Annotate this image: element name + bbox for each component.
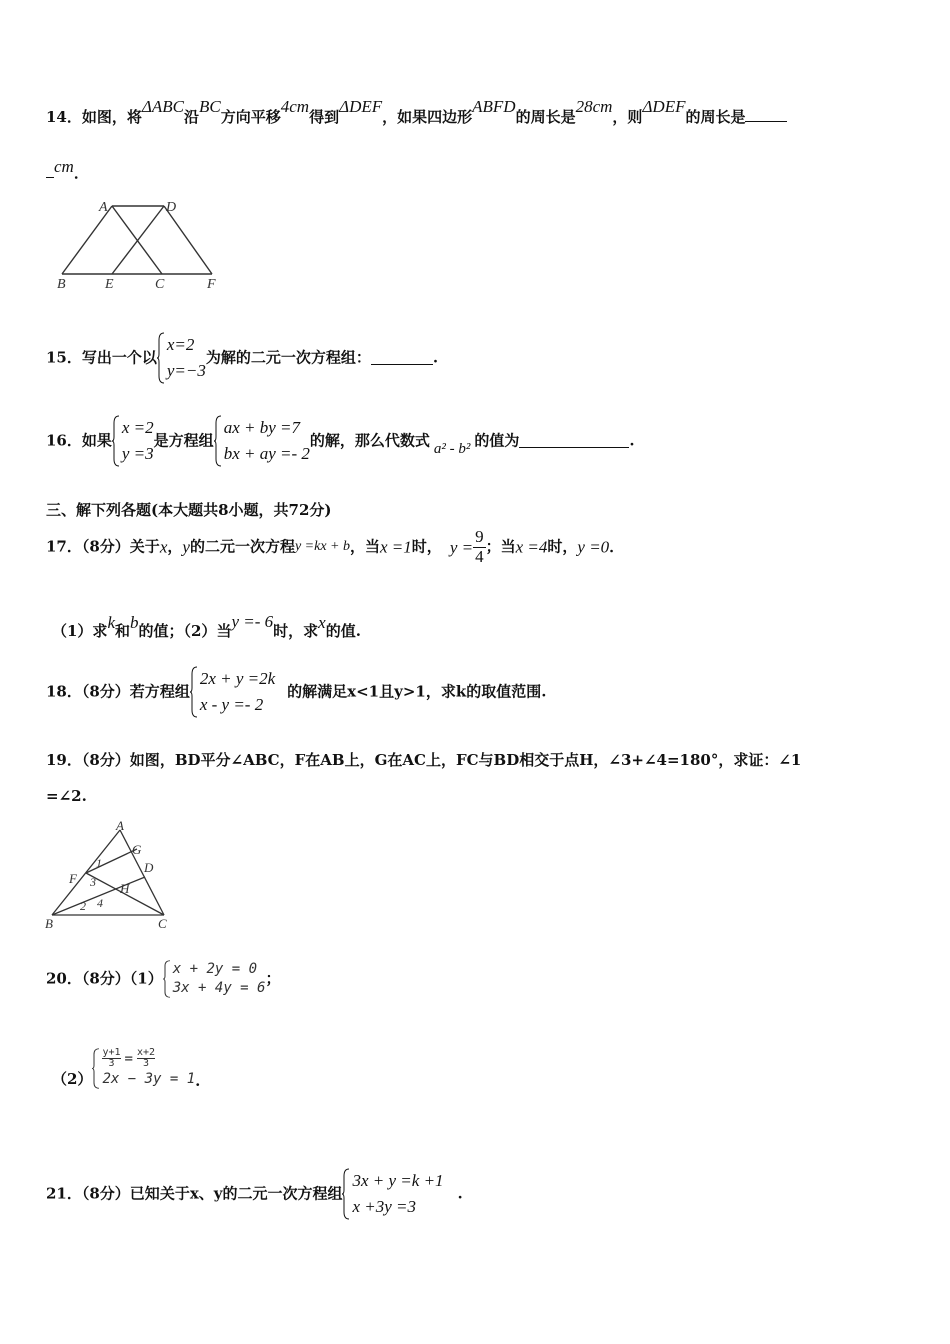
brace-icon bbox=[214, 415, 222, 467]
q16-text: 的解，那么代数式 bbox=[309, 431, 430, 450]
q20-eq-2: 3x + 4y = 6 bbox=[172, 980, 266, 996]
q17-var-k: k bbox=[107, 613, 115, 632]
q14-math-4cm: 4cm bbox=[280, 97, 310, 116]
q19-text: （8分）如图，BD平分∠ABC，F在AB上，G在AC上，FC与BD相交于点H，∠3+∠4=180°，求证：∠1 bbox=[81, 751, 802, 769]
question-17 bbox=[46, 528, 624, 566]
q16-expression: a² - b² bbox=[433, 441, 471, 457]
q15-text: 为解的二元一次方程组： bbox=[205, 348, 371, 367]
question-20-part2 bbox=[52, 1048, 200, 1089]
section-heading: 三、解下列各题(本大题共8小题，共72分) bbox=[46, 501, 332, 519]
q17-text: ，当 bbox=[350, 537, 381, 556]
q17-var-x: x bbox=[318, 613, 326, 632]
question-17-parts bbox=[52, 612, 361, 640]
q14-text: 沿 bbox=[183, 108, 199, 126]
q14-text: 得到 bbox=[309, 108, 340, 126]
q17-frac-num: 9 bbox=[475, 527, 484, 546]
brace-icon bbox=[190, 666, 198, 718]
label-b: B bbox=[45, 916, 53, 931]
q17-equation: y =kx + b bbox=[294, 539, 350, 555]
question-15 bbox=[46, 332, 438, 384]
q17-text: 的二元一次方程 bbox=[189, 537, 295, 556]
line-fg bbox=[86, 849, 137, 873]
q14-unit-cm: cm bbox=[54, 157, 74, 176]
q20-number: 20． bbox=[46, 969, 82, 988]
q17-var-x: x bbox=[159, 537, 168, 557]
q16-text: 的值为 bbox=[474, 431, 520, 450]
angle-2: 2 bbox=[80, 899, 86, 913]
q17-part-text: 的值. bbox=[325, 622, 361, 640]
angle-4: 4 bbox=[97, 896, 103, 910]
q20-frac-b bbox=[137, 1048, 155, 1069]
q14-math-abc: ΔABC bbox=[141, 97, 184, 116]
q16-text: 是方程组 bbox=[153, 431, 214, 450]
question-14-cont bbox=[46, 157, 89, 182]
q21-number: 21． bbox=[46, 1184, 82, 1203]
question-14 bbox=[46, 97, 787, 126]
q16-eq-2: bx + ay =- 2 bbox=[223, 444, 310, 463]
q18-text: 的解满足x<1且y>1，求k的取值范围. bbox=[287, 682, 547, 701]
q17-var-y: y bbox=[182, 537, 190, 557]
q17-number: 17． bbox=[46, 537, 82, 556]
answer-blank bbox=[745, 109, 787, 122]
label-f: F bbox=[69, 871, 77, 886]
q14-math-28cm: 28cm bbox=[575, 97, 613, 116]
q14-text: ，如果四边形 bbox=[382, 108, 473, 126]
q20-text: （8分）（1） bbox=[81, 969, 163, 988]
q21-eq-2: x +3y =3 bbox=[352, 1197, 417, 1216]
q17-frac-den: 4 bbox=[475, 546, 484, 566]
line-ab bbox=[62, 206, 112, 274]
q18-eq-2: x - y =- 2 bbox=[199, 695, 264, 714]
label-d: D bbox=[166, 200, 177, 215]
q19-number: 19． bbox=[46, 751, 82, 769]
q14-text: 如图，将 bbox=[81, 108, 142, 126]
q20-frac-a-num: y+1 bbox=[102, 1047, 121, 1058]
q15-text: 写出一个以 bbox=[81, 348, 157, 367]
brace-icon bbox=[157, 332, 165, 384]
q18-number: 18． bbox=[46, 682, 82, 701]
label-a: A bbox=[116, 818, 124, 833]
q20-frac-a bbox=[102, 1048, 120, 1069]
q20-frac-a-den: 3 bbox=[108, 1058, 115, 1069]
question-19 bbox=[46, 753, 801, 768]
q20-sep: ； bbox=[265, 969, 281, 988]
angle-3: 3 bbox=[90, 875, 96, 889]
answer-blank bbox=[46, 165, 54, 178]
q20-frac-b-num: x+2 bbox=[136, 1047, 155, 1058]
question-16 bbox=[46, 415, 635, 467]
label-a: A bbox=[99, 200, 108, 215]
q20-system-1 bbox=[163, 960, 266, 998]
q17-text: 时， bbox=[547, 537, 578, 556]
q14-text: 的周长是 bbox=[515, 108, 576, 126]
q15-eq-y: y=−3 bbox=[166, 361, 206, 380]
q21-equation-system bbox=[342, 1168, 443, 1220]
q16-solution-system bbox=[112, 415, 154, 467]
q17-cond-x4: x =4 bbox=[515, 537, 548, 557]
q16-equation-system bbox=[214, 415, 310, 467]
label-e: E bbox=[105, 277, 114, 292]
q20-eq-1: x + 2y = 0 bbox=[172, 961, 258, 977]
q14-math-abfd: ABFD bbox=[472, 97, 516, 116]
q14-text: 方向平移 bbox=[220, 108, 281, 126]
q17-text: ；当 bbox=[485, 537, 516, 556]
q14-text: ，则 bbox=[612, 108, 643, 126]
q15-eq-x: x=2 bbox=[166, 335, 195, 354]
q14-math-def: ΔDEF bbox=[642, 97, 686, 116]
q16-text: 如果 bbox=[81, 431, 112, 450]
q21-end: . bbox=[457, 1184, 463, 1203]
label-g: G bbox=[132, 842, 142, 857]
answer-blank bbox=[371, 352, 433, 365]
question-21 bbox=[46, 1168, 463, 1220]
label-c: C bbox=[158, 916, 167, 931]
q19-figure-diagram bbox=[42, 818, 177, 933]
q17-y-eq: y = bbox=[449, 537, 474, 557]
q17-text: 时， bbox=[411, 537, 442, 556]
q16-end: . bbox=[629, 431, 635, 450]
q20-eq-sign: = bbox=[124, 1050, 133, 1067]
brace-icon bbox=[163, 960, 171, 998]
label-h: H bbox=[120, 881, 130, 896]
q18-eq-1: 2x + y =2k bbox=[199, 669, 276, 688]
q20-system-2 bbox=[92, 1048, 195, 1089]
brace-icon bbox=[92, 1048, 100, 1089]
brace-icon bbox=[342, 1168, 350, 1220]
q14-figure-diagram bbox=[52, 196, 227, 294]
q14-number: 14． bbox=[46, 108, 82, 126]
angle-1: 1 bbox=[96, 856, 102, 870]
question-20 bbox=[46, 960, 280, 998]
q18-equation-system bbox=[190, 666, 275, 718]
q20-part-label: （2） bbox=[52, 1070, 93, 1088]
q17-cond-y0: y =0 bbox=[577, 537, 610, 557]
q14-end: ． bbox=[73, 164, 89, 182]
q14-text: 的周长是 bbox=[685, 108, 746, 126]
q15-equation-system bbox=[157, 332, 206, 384]
q17-var-b: b bbox=[130, 613, 139, 632]
q20-eq-4: 2x − 3y = 1 bbox=[102, 1071, 196, 1087]
q17-part-text: （1）求 bbox=[52, 622, 108, 640]
label-b: B bbox=[57, 277, 66, 292]
label-c: C bbox=[155, 277, 165, 292]
q17-cond-x1: x =1 bbox=[380, 537, 412, 557]
q20-end: . bbox=[195, 1072, 201, 1090]
q15-number: 15． bbox=[46, 348, 82, 367]
q21-eq-1: 3x + y =k +1 bbox=[352, 1171, 444, 1190]
q16-sol-x: x =2 bbox=[121, 418, 154, 437]
q17-fraction bbox=[473, 528, 486, 566]
q20-eq-3 bbox=[102, 1048, 195, 1069]
q17-text: （8分）关于 bbox=[81, 537, 160, 556]
label-f: F bbox=[207, 277, 216, 292]
q16-number: 16． bbox=[46, 431, 82, 450]
q17-end: ． bbox=[609, 537, 625, 556]
q14-math-bc: BC bbox=[199, 97, 221, 116]
q18-text: （8分）若方程组 bbox=[81, 682, 190, 701]
q17-y-value: y =- 6 bbox=[231, 612, 274, 631]
brace-icon bbox=[112, 415, 120, 467]
q16-sol-y: y =3 bbox=[121, 444, 154, 463]
q20-frac-b-den: 3 bbox=[142, 1058, 149, 1069]
question-19-cont: =∠2. bbox=[46, 787, 87, 805]
q17-part-text: 时，求 bbox=[273, 622, 319, 640]
label-d: D bbox=[144, 860, 154, 875]
q17-part-text: 和 bbox=[114, 622, 130, 640]
q15-end: . bbox=[432, 348, 439, 367]
question-18 bbox=[46, 666, 546, 718]
q16-eq-1: ax + by =7 bbox=[223, 418, 300, 437]
q14-math-def: ΔDEF bbox=[339, 97, 383, 116]
line-df bbox=[164, 206, 212, 274]
q17-sep: ， bbox=[167, 537, 183, 556]
q17-part-text: 的值；（2）当 bbox=[138, 622, 232, 640]
line-ac bbox=[120, 830, 164, 915]
q21-text: （8分）已知关于x、y的二元一次方程组 bbox=[81, 1184, 343, 1203]
answer-blank bbox=[519, 435, 629, 448]
